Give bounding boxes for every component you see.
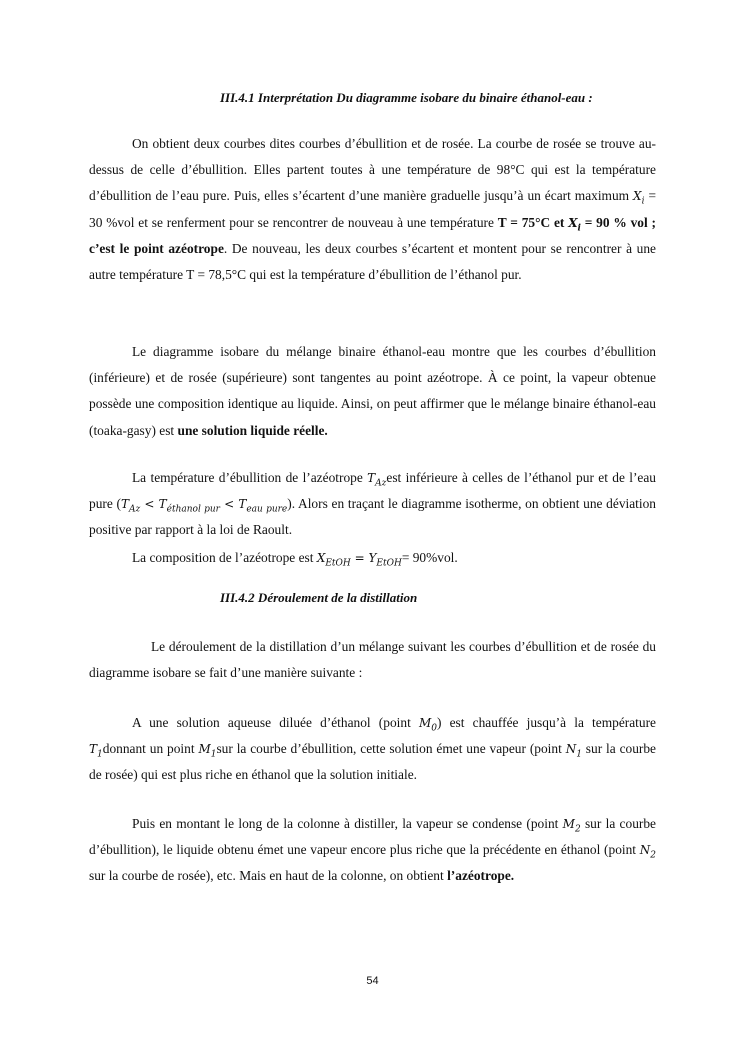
math-m2: $M_2$ bbox=[562, 817, 581, 835]
math-t1: $T_1$ bbox=[89, 742, 103, 760]
paragraph-isobare-diagram: Le diagramme isobare du mélange binaire éthanol-eau montre que les courbes d’ébullition (inférieure) et de rosée (supérieure) sont tangentes au point azéotrope. À ce point, la vapeur obtenue possède une composition identique au liquide. Ainsi, on peut affirmer que le mélange binaire éthanol-eau (toaka-gasy) est une solution liquide réelle. bbox=[89, 344, 656, 438]
math-n1: $N_1$ bbox=[565, 742, 582, 760]
paragraph-distillation-step1: A une solution aqueuse diluée d’éthanol (point $M_0$) est chauffée jusqu’à la température $T_1donnant$ un point $M_1sur$ la courbe d’ébullition, cette solution émet une vapeur (point $N_1$ sur la courbe de rosée) qui est plus riche en éthanol que la solution initiale. bbox=[89, 715, 656, 783]
math-taz: $T_{Az}$ bbox=[367, 471, 387, 489]
math-m0: $M_0$ bbox=[418, 716, 437, 734]
paragraph-distillation-step2: Puis en montant le long de la colonne à distiller, la vapeur se condense (point $M_2$ sur la courbe d’ébullition), le liquide obtenu émet une vapeur encore plus riche que la précédente en éthanol (point $N_2$ sur la courbe de rosée), etc. Mais en haut de la colonne, on obtient l’azéotrope. bbox=[89, 816, 656, 884]
paragraph-azeotrope-composition: La composition de l’azéotrope est $X_{EtOH} = Y_{EtOH}= 90\%vol$. bbox=[132, 550, 458, 569]
math-composition: $X_{EtOH} = Y_{EtOH}$ bbox=[316, 551, 402, 569]
math-n2: $N_2$ bbox=[639, 843, 656, 861]
page-number: 54 bbox=[366, 975, 379, 987]
section-heading-interpretation: III.4.1 Interprétation Du diagramme isobare du binaire éthanol-eau : bbox=[220, 90, 593, 105]
paragraph-azeotrope-temperature: La température d’ébullition de l’azéotrope $T_{Az}est$ inférieure à celles de l’éthanol pur et de l’eau pure $(T_{Az} < T_{éthanol pur} < T_{eau pure})$. Alors en traçant le diagramme isotherme, on obtient une déviation positive par rapport à la loi de Raoult. bbox=[89, 470, 657, 538]
math-xi: $X_i$ bbox=[633, 189, 645, 207]
math-inequality: $T_{Az} < T_{éthanol pur} < T_{eau pure}$ bbox=[120, 497, 288, 515]
paragraph-curves-description: On obtient deux courbes dites courbes d’ébullition et de rosée. La courbe de rosée se trouve au-dessus de celle d’ébullition. Elles partent toutes à une température de 98°C qui est la température d’ébullition de l’eau pure. Puis, elles s’écartent d’une manière graduelle jusqu’à un écart maximum $X_i = 30$ %vol et se renferment pour se rencontrer de nouveau à une température T = 75°C et $X_i = 90$ % vol ; c’est le point azéotrope. De nouveau, les deux courbes s’écartent et montent pour se rencontrer à une autre température T = 78,5°C qui est la température d’ébullition de l’éthanol pur. bbox=[89, 136, 656, 283]
section-heading-distillation: III.4.2 Déroulement de la distillation bbox=[220, 590, 418, 605]
math-m1: $M_1$ bbox=[198, 742, 217, 760]
math-xi-bold: $X_i$ bbox=[568, 215, 581, 233]
paragraph-distillation-intro: Le déroulement de la distillation d’un mélange suivant les courbes d’ébullition et de rosée du diagramme isobare se fait d’une manière suivante : bbox=[89, 639, 656, 681]
